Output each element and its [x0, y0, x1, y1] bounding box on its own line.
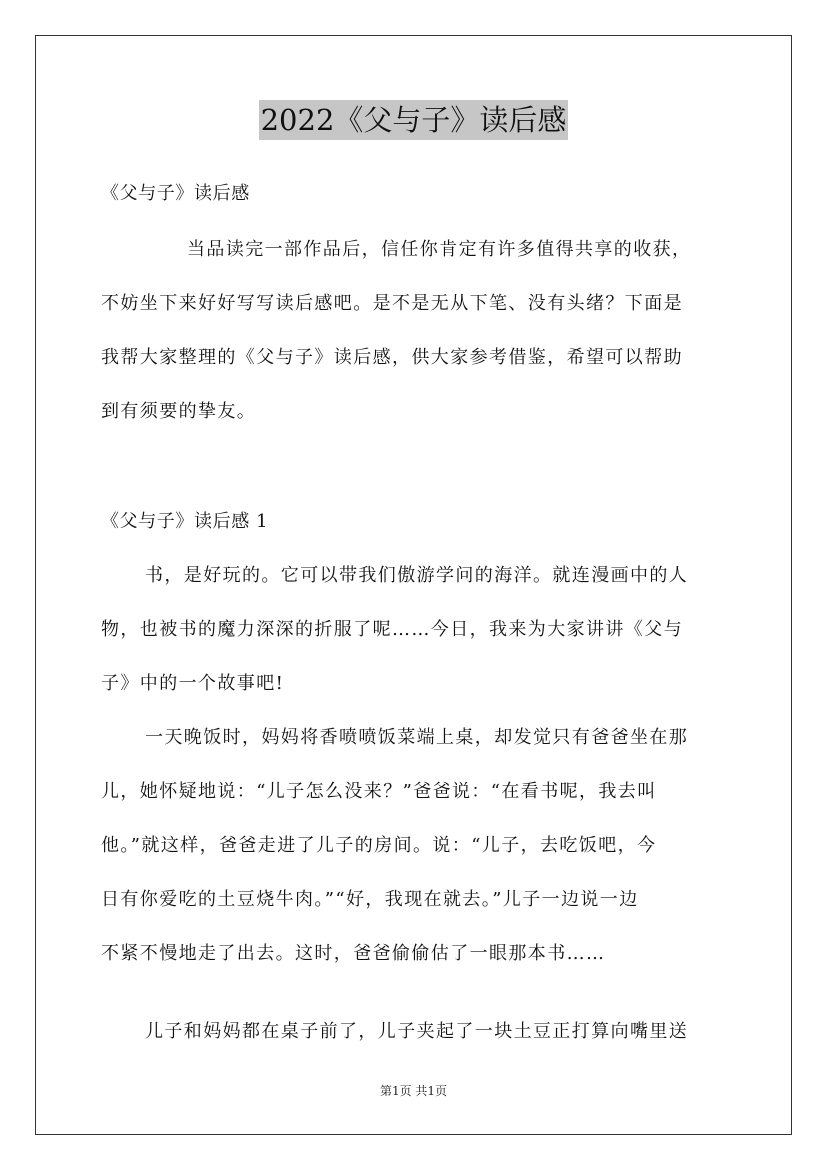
section-heading: 《父与子》读后感 1 — [101, 511, 269, 532]
body-line: 一天晚饭时，妈妈将香喷喷饭菜端上桌，却发觉只有爸爸坐在那 — [145, 727, 689, 748]
body-line: 子》中的一个故事吧! — [101, 673, 285, 694]
body-line: 物，也被书的魔力深深的折服了呢……今日，我来为大家讲讲《父与 — [101, 619, 683, 640]
body-line: 儿子和妈妈都在桌子前了，儿子夹起了一块土豆正打算向嘴里送 — [145, 1021, 689, 1042]
body-line: 他。”就这样，爸爸走进了儿子的房间。说：“儿子，去吃饭吧，今 — [101, 835, 657, 856]
intro-line: 到有须要的挚友。 — [101, 401, 257, 422]
intro-line: 我帮大家整理的《父与子》读后感，供大家参考借鉴，希望可以帮助 — [101, 347, 683, 368]
intro-line: 当品读完一部作品后，信任你肯定有许多值得共享的收获， — [187, 239, 692, 260]
body-line: 日有你爱吃的土豆烧牛肉。”“好，我现在就去。”儿子一边说一边 — [101, 889, 639, 910]
title-container — [0, 100, 827, 140]
page-footer: 第1页 共1页 — [379, 1084, 448, 1098]
body-line: 书，是好玩的。它可以带我们傲游学问的海洋。就连漫画中的人 — [145, 565, 689, 586]
subheading: 《父与子》读后感 — [101, 183, 250, 204]
intro-line: 不妨坐下来好好写写读后感吧。是不是无从下笔、没有头绪？下面是 — [101, 293, 683, 314]
body-line: 不紧不慢地走了出去。这时，爸爸偷偷估了一眼那本书…… — [101, 943, 606, 964]
document-title: 2022《父与子》读后感 — [259, 100, 569, 140]
body-line: 儿，她怀疑地说：“儿子怎么没来？”爸爸说：“在看书呢，我去叫 — [101, 781, 657, 802]
